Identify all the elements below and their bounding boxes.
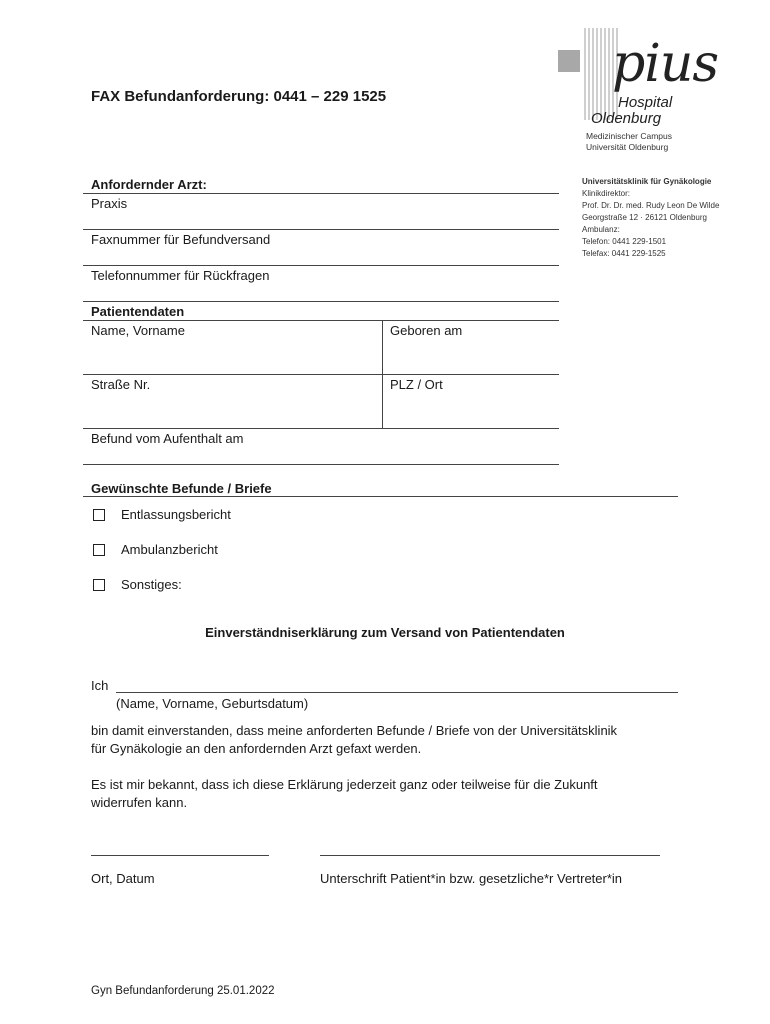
doctor-heading: Anfordernder Arzt: xyxy=(91,177,207,192)
checkbox-ambulance-report[interactable] xyxy=(93,544,105,556)
divider xyxy=(83,320,559,321)
consent-name-line[interactable] xyxy=(116,692,678,693)
logo-city: Oldenburg xyxy=(591,110,662,127)
divider xyxy=(83,229,559,230)
option-ambulance-report: Ambulanzbericht xyxy=(121,542,218,557)
consent-name-hint: (Name, Vorname, Geburtsdatum) xyxy=(116,696,309,711)
patient-name-field[interactable]: Name, Vorname xyxy=(91,323,185,338)
clinic-info xyxy=(582,176,719,260)
clinic-address: Georgstraße 12 · 26121 Oldenburg xyxy=(582,213,707,222)
page-title: FAX Befundanforderung: 0441 – 229 1525 xyxy=(91,88,387,105)
practice-field[interactable]: Praxis xyxy=(91,196,128,211)
fax-number-field[interactable]: Faxnummer für Befundversand xyxy=(91,232,271,247)
street-field[interactable]: Straße Nr. xyxy=(91,377,151,392)
option-discharge-report: Entlassungsbericht xyxy=(121,507,231,522)
logo-square xyxy=(558,50,580,72)
consent-paragraph-2-line-1: Es ist mir bekannt, dass ich diese Erklärung jederzeit ganz oder teilweise für die Zukunft xyxy=(91,777,598,792)
postcode-city-field[interactable]: PLZ / Ort xyxy=(390,377,443,392)
director-name: Prof. Dr. Dr. med. Rudy Leon De Wilde xyxy=(582,201,720,210)
clinic-fax: Telefax: 0441 229-1525 xyxy=(582,249,666,258)
clinic-name: Universitätsklinik für Gynäkologie xyxy=(582,177,712,186)
footer-text: Gyn Befundanforderung 25.01.2022 xyxy=(91,985,275,997)
consent-paragraph-2 xyxy=(91,776,598,812)
consent-ich: Ich xyxy=(91,678,109,693)
divider xyxy=(83,193,559,194)
ambulance-label: Ambulanz: xyxy=(582,225,620,234)
consent-paragraph-2-line-2: widerrufen kann. xyxy=(91,795,188,810)
divider xyxy=(83,464,559,465)
clinic-phone: Telefon: 0441 229-1501 xyxy=(582,237,667,246)
consent-paragraph-1-line-2: für Gynäkologie an den anfordernden Arzt gefaxt werden. xyxy=(91,741,422,756)
place-date-label: Ort, Datum xyxy=(91,871,155,886)
place-date-line[interactable] xyxy=(91,855,269,856)
consent-paragraph-1-line-1: bin damit einverstanden, dass meine anforderten Befunde / Briefe von der Universitätsklinik xyxy=(91,723,618,738)
option-other: Sonstiges: xyxy=(121,577,182,592)
divider xyxy=(83,428,559,429)
patient-heading: Patientendaten xyxy=(91,304,185,319)
checkbox-discharge-report[interactable] xyxy=(93,509,105,521)
phone-number-field[interactable]: Telefonnummer für Rückfragen xyxy=(91,268,270,283)
logo-campus-line1: Medizinischer Campus xyxy=(586,131,672,141)
divider xyxy=(83,374,559,375)
logo-campus-line2: Universität Oldenburg xyxy=(586,142,669,152)
consent-heading: Einverständniserklärung zum Versand von Patientendaten xyxy=(205,625,565,640)
signature-line[interactable] xyxy=(320,855,660,856)
signature-label: Unterschrift Patient*in bzw. gesetzliche*r Vertreter*in xyxy=(320,871,623,886)
divider xyxy=(83,265,559,266)
stay-date-field[interactable]: Befund vom Aufenthalt am xyxy=(91,431,244,446)
requested-heading: Gewünschte Befunde / Briefe xyxy=(91,481,272,496)
logo-campus xyxy=(586,131,672,153)
consent-paragraph-1 xyxy=(91,722,617,758)
divider xyxy=(83,496,678,497)
checkbox-other[interactable] xyxy=(93,579,105,591)
birth-date-field[interactable]: Geboren am xyxy=(390,323,463,338)
divider xyxy=(83,301,559,302)
logo-hospital: Hospital xyxy=(618,94,673,111)
logo-wordmark: pius xyxy=(612,34,719,94)
director-label: Klinikdirektor: xyxy=(582,189,631,198)
